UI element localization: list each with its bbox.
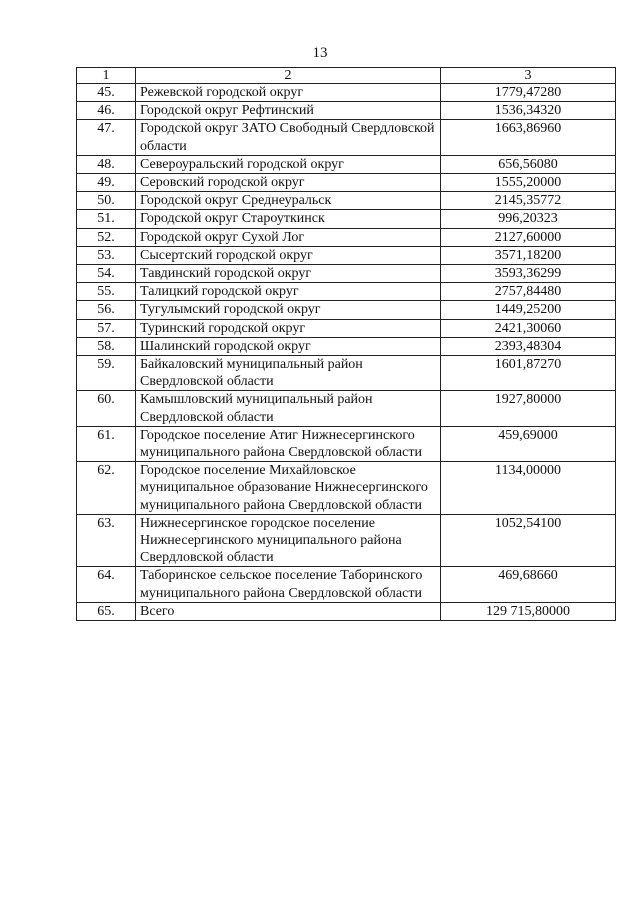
table-row <box>77 120 616 155</box>
table-row <box>77 84 616 102</box>
row-value: 1536,34320 <box>441 102 616 120</box>
row-name: Режевской городской округ <box>136 84 441 102</box>
table-row <box>77 265 616 283</box>
table-row <box>77 192 616 210</box>
row-number: 64. <box>77 567 136 602</box>
table-row <box>77 356 616 391</box>
row-number: 52. <box>77 228 136 246</box>
row-value: 3571,18200 <box>441 246 616 264</box>
row-name: Серовский городской округ <box>136 174 441 192</box>
row-name: Городское поселение Михайловское муниципальное образование Нижнесергинского муниципального района Свердловской области <box>136 462 441 515</box>
header-row <box>77 68 616 84</box>
table-row <box>77 319 616 337</box>
row-name: Городской округ ЗАТО Свободный Свердловской области <box>136 120 441 155</box>
table-body <box>77 84 616 621</box>
row-value: 469,68660 <box>441 567 616 602</box>
table-row <box>77 301 616 319</box>
row-number: 46. <box>77 102 136 120</box>
row-number: 63. <box>77 514 136 567</box>
row-number: 48. <box>77 155 136 173</box>
row-name: Городской округ Сухой Лог <box>136 228 441 246</box>
row-number: 61. <box>77 426 136 461</box>
table-row <box>77 337 616 355</box>
table-row <box>77 228 616 246</box>
row-value: 1555,20000 <box>441 174 616 192</box>
row-name: Нижнесергинское городское поселение Нижнесергинского муниципального района Свердловской области <box>136 514 441 567</box>
row-value: 656,56080 <box>441 155 616 173</box>
row-value: 1779,47280 <box>441 84 616 102</box>
row-name: Талицкий городской округ <box>136 283 441 301</box>
row-value: 2393,48304 <box>441 337 616 355</box>
row-value: 1927,80000 <box>441 391 616 426</box>
row-number: 62. <box>77 462 136 515</box>
row-number: 45. <box>77 84 136 102</box>
table-row <box>77 514 616 567</box>
table-row <box>77 567 616 602</box>
row-name: Туринский городской округ <box>136 319 441 337</box>
row-name: Городской округ Рефтинский <box>136 102 441 120</box>
allocation-table <box>76 67 616 621</box>
row-number: 65. <box>77 602 136 620</box>
row-value: 459,69000 <box>441 426 616 461</box>
row-name: Городское поселение Атиг Нижнесергинского муниципального района Свердловской области <box>136 426 441 461</box>
table-row <box>77 174 616 192</box>
row-number: 60. <box>77 391 136 426</box>
table-row <box>77 210 616 228</box>
column-header-name: 2 <box>136 68 441 84</box>
column-header-value: 3 <box>441 68 616 84</box>
row-value: 1663,86960 <box>441 120 616 155</box>
row-number: 49. <box>77 174 136 192</box>
row-number: 47. <box>77 120 136 155</box>
row-value: 1134,00000 <box>441 462 616 515</box>
row-number: 54. <box>77 265 136 283</box>
row-value: 2145,35772 <box>441 192 616 210</box>
table-row <box>77 426 616 461</box>
row-name: Байкаловский муниципальный район Свердловской области <box>136 356 441 391</box>
row-name: Городской округ Староуткинск <box>136 210 441 228</box>
row-value: 2127,60000 <box>441 228 616 246</box>
row-value: 1449,25200 <box>441 301 616 319</box>
row-value: 3593,36299 <box>441 265 616 283</box>
table-row <box>77 602 616 620</box>
table-row <box>77 246 616 264</box>
row-name: Шалинский городской округ <box>136 337 441 355</box>
row-name: Тугулымский городской округ <box>136 301 441 319</box>
row-number: 56. <box>77 301 136 319</box>
row-number: 50. <box>77 192 136 210</box>
row-number: 51. <box>77 210 136 228</box>
row-number: 53. <box>77 246 136 264</box>
row-name: Таборинское сельское поселение Таборинского муниципального района Свердловской области <box>136 567 441 602</box>
column-header-number: 1 <box>77 68 136 84</box>
row-name: Тавдинский городской округ <box>136 265 441 283</box>
table-row <box>77 462 616 515</box>
row-value: 1601,87270 <box>441 356 616 391</box>
row-name: Североуральский городской округ <box>136 155 441 173</box>
table-row <box>77 102 616 120</box>
table-row <box>77 391 616 426</box>
row-number: 57. <box>77 319 136 337</box>
row-value: 996,20323 <box>441 210 616 228</box>
row-name: Камышловский муниципальный район Свердловской области <box>136 391 441 426</box>
row-value: 1052,54100 <box>441 514 616 567</box>
row-value: 129 715,80000 <box>441 602 616 620</box>
table-row <box>77 155 616 173</box>
row-name: Сысертский городской округ <box>136 246 441 264</box>
row-value: 2757,84480 <box>441 283 616 301</box>
row-number: 55. <box>77 283 136 301</box>
row-value: 2421,30060 <box>441 319 616 337</box>
row-name: Всего <box>136 602 441 620</box>
table-row <box>77 283 616 301</box>
row-number: 58. <box>77 337 136 355</box>
page-number: 13 <box>312 45 328 61</box>
row-name: Городской округ Среднеуральск <box>136 192 441 210</box>
row-number: 59. <box>77 356 136 391</box>
